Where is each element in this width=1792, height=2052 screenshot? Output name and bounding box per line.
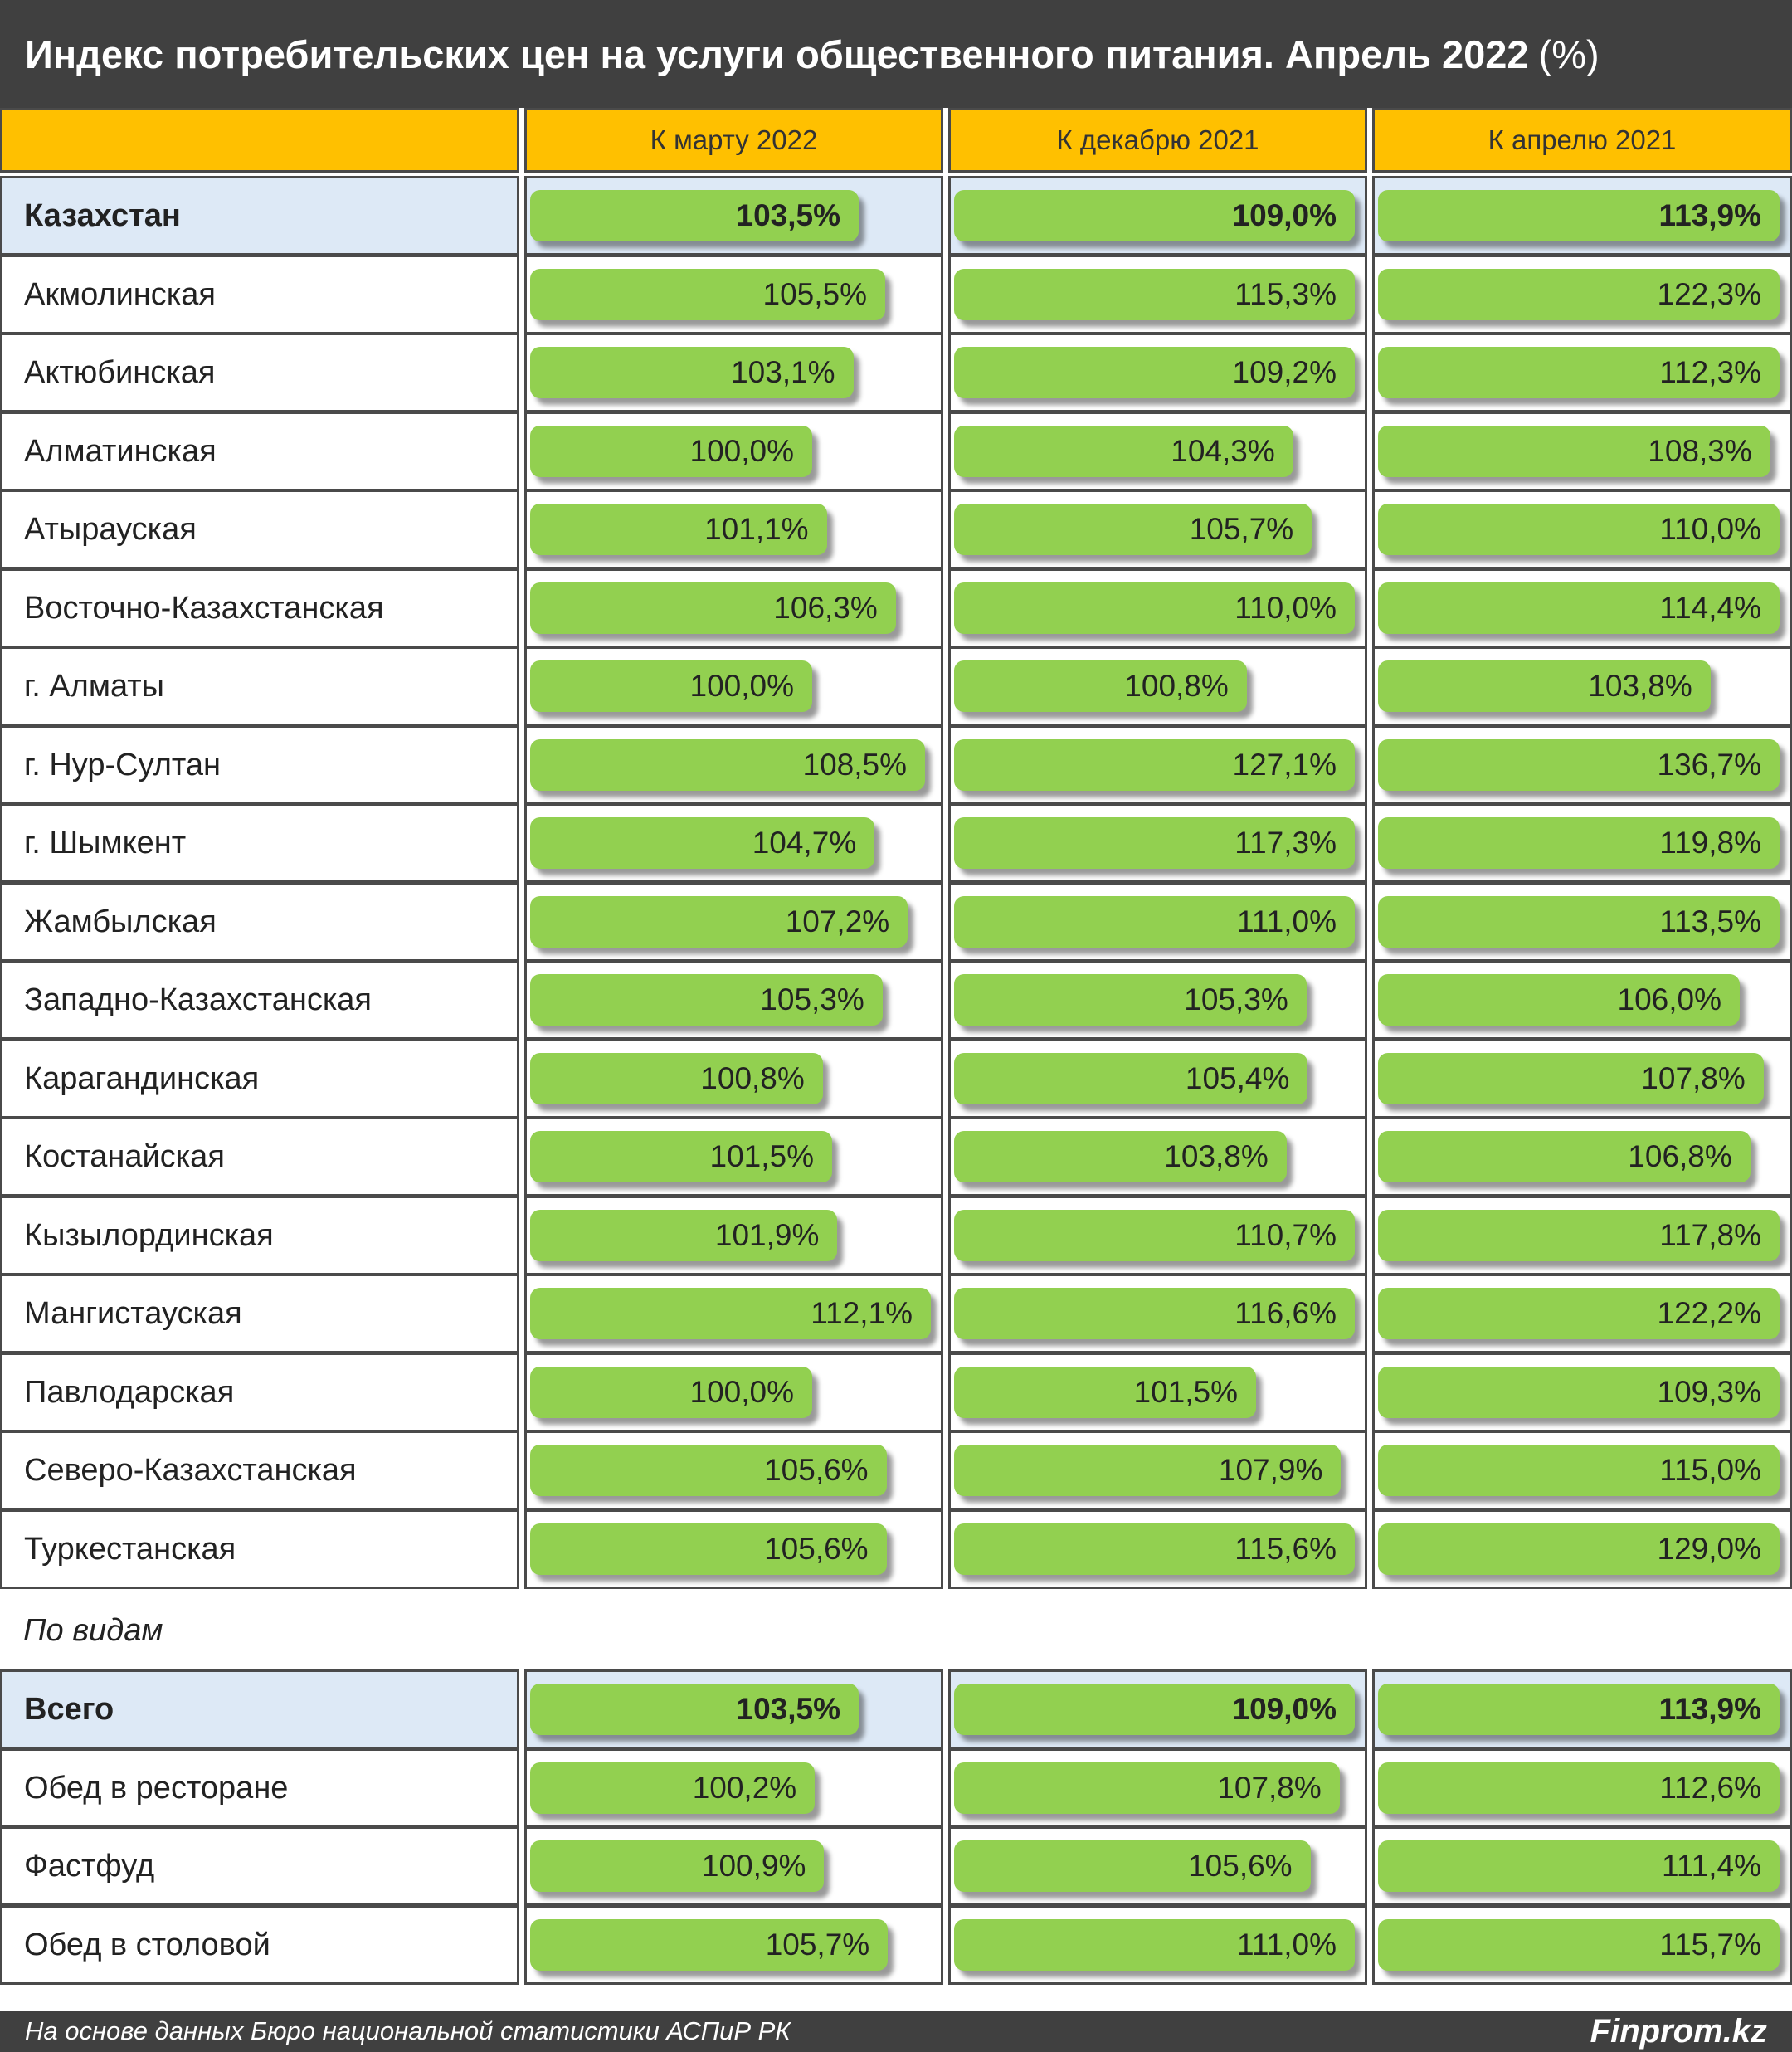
row-label: Мангистауская [24,1295,242,1331]
value-cell [524,1509,943,1589]
header-cell [1372,108,1792,173]
row-label-cell [0,255,519,334]
value-cell [1372,1669,1792,1749]
row-label: Кызылординская [24,1217,274,1253]
row-label-cell [0,1274,519,1353]
value-cell [524,1039,943,1119]
row-label-cell [0,1117,519,1197]
value-cell [1372,1117,1792,1197]
value-cell [948,1826,1367,1906]
data-bar: 110,0% [1378,504,1780,555]
value-cell [948,960,1367,1040]
data-bar: 105,6% [530,1445,887,1496]
data-bar: 107,2% [530,896,908,948]
data-bar: 111,0% [954,896,1355,948]
data-bar: 117,3% [954,817,1355,869]
data-bar: 114,4% [1378,582,1780,634]
value-cell [948,1039,1367,1119]
value-cell [1372,1748,1792,1828]
row-label: Обед в столовой [24,1927,270,1962]
value-cell [524,333,943,412]
footer [0,2011,1792,2052]
data-bar: 103,8% [1378,660,1711,712]
data-bar: 112,6% [1378,1762,1780,1814]
row-label-cell [0,646,519,726]
row-label: Туркестанская [24,1531,236,1567]
data-bar: 100,0% [530,660,812,712]
data-bar: 115,0% [1378,1445,1780,1496]
value-cell [948,803,1367,883]
row-label: Павлодарская [24,1374,235,1410]
value-cell [524,1905,943,1985]
data-bar: 105,6% [954,1840,1311,1892]
data-bar: 100,8% [530,1053,823,1104]
row-label: Обед в ресторане [24,1770,289,1806]
row-label-cell [0,1669,519,1749]
data-bar: 111,4% [1378,1840,1780,1892]
data-bar: 101,5% [530,1131,832,1182]
data-bar: 105,5% [530,269,885,320]
value-cell [524,1274,943,1353]
header-cell [0,108,519,173]
value-cell [948,333,1367,412]
data-bar: 115,7% [1378,1919,1780,1971]
value-cell [524,1826,943,1906]
value-cell [1372,1431,1792,1510]
row-label: Северо-Казахстанская [24,1452,357,1488]
data-bar: 100,0% [530,426,812,477]
value-cell [948,646,1367,726]
value-cell [524,725,943,805]
data-bar: 100,8% [954,660,1247,712]
value-cell [524,255,943,334]
data-bar: 127,1% [954,739,1355,791]
value-cell [524,412,943,491]
value-cell [1372,960,1792,1040]
value-cell [524,1431,943,1510]
data-bar: 105,7% [530,1919,888,1971]
value-cell [1372,255,1792,334]
value-cell [524,176,943,256]
data-bar: 101,9% [530,1210,837,1261]
row-label-cell [0,725,519,805]
value-cell [1372,490,1792,569]
data-bar: 110,7% [954,1210,1355,1261]
value-cell [948,1274,1367,1353]
row-label: г. Нур-Султан [24,747,222,782]
value-cell [948,1353,1367,1432]
data-bar: 101,5% [954,1367,1256,1418]
value-cell [948,882,1367,962]
value-cell [1372,1353,1792,1432]
row-label: Западно-Казахстанская [24,982,372,1017]
row-label: Костанайская [24,1138,225,1174]
footer-source: На основе данных Бюро национальной статистики АСПиР РК [25,2016,791,2045]
data-bar: 109,0% [954,1684,1355,1735]
value-cell [1372,1039,1792,1119]
row-label: Акмолинская [24,276,216,312]
data-bar: 101,1% [530,504,827,555]
value-cell [948,1509,1367,1589]
value-cell [1372,725,1792,805]
value-cell [524,1748,943,1828]
value-cell [948,176,1367,256]
value-cell [1372,333,1792,412]
data-bar: 105,4% [954,1053,1307,1104]
value-cell [524,882,943,962]
value-cell [948,255,1367,334]
data-bar: 104,3% [954,426,1293,477]
value-cell [948,1431,1367,1510]
value-cell [1372,803,1792,883]
data-bar: 109,3% [1378,1367,1780,1418]
data-bar: 107,8% [954,1762,1340,1814]
data-bar: 117,8% [1378,1210,1780,1261]
row-label-cell [0,803,519,883]
data-bar: 129,0% [1378,1523,1780,1575]
data-bar: 122,3% [1378,269,1780,320]
data-bar: 103,5% [530,1684,859,1735]
value-cell [1372,1826,1792,1906]
header-cell [524,108,943,173]
value-cell [948,725,1367,805]
value-cell [1372,1274,1792,1353]
data-bar: 106,0% [1378,974,1740,1026]
data-bar: 103,1% [530,347,854,398]
data-bar: 119,8% [1378,817,1780,869]
row-label-cell [0,1039,519,1119]
value-cell [948,568,1367,648]
row-label: Жамбылская [24,904,217,939]
value-cell [524,490,943,569]
data-bar: 113,5% [1378,896,1780,948]
chart-title-unit: (%) [1538,32,1600,76]
value-cell [1372,882,1792,962]
data-bar: 111,0% [954,1919,1355,1971]
data-bar: 113,9% [1378,190,1780,241]
data-bar: 109,2% [954,347,1355,398]
footer-brand-logo: Finprom.kz [1590,2012,1767,2050]
row-label: Фастфуд [24,1848,155,1884]
value-cell [524,803,943,883]
row-label-cell [0,1196,519,1275]
data-bar: 107,8% [1378,1053,1764,1104]
row-label-cell [0,1905,519,1985]
data-bar: 106,8% [1378,1131,1751,1182]
data-bar: 107,9% [954,1445,1341,1496]
value-cell [524,960,943,1040]
data-bar: 122,2% [1378,1288,1780,1339]
row-label-cell [0,176,519,256]
data-bar: 100,9% [530,1840,824,1892]
column-header [2,110,517,170]
data-bar: 115,3% [954,269,1355,320]
value-cell [524,568,943,648]
row-label: Восточно-Казахстанская [24,590,384,626]
data-bar: 104,7% [530,817,874,869]
value-cell [948,1117,1367,1197]
data-bar: 103,8% [954,1131,1287,1182]
section-label-kinds: По видам [23,1612,163,1648]
row-label: Алматинская [24,433,217,469]
value-cell [524,646,943,726]
data-bar: 116,6% [954,1288,1355,1339]
value-cell [524,1353,943,1432]
data-bar: 115,6% [954,1523,1355,1575]
row-label: Казахстан [24,197,181,233]
value-cell [1372,176,1792,256]
chart-title: Индекс потребительских цен на услуги общественного питания. Апрель 2022 [25,32,1529,76]
row-label-cell [0,1748,519,1828]
data-bar: 136,7% [1378,739,1780,791]
column-header: К марту 2022 [650,124,818,155]
data-bar: 108,3% [1378,426,1770,477]
data-bar: 113,9% [1378,1684,1780,1735]
row-label: г. Алматы [24,668,164,704]
value-cell [948,1748,1367,1828]
data-bar: 105,3% [954,974,1307,1026]
value-cell [948,1905,1367,1985]
data-bar: 112,1% [530,1288,931,1339]
data-bar: 110,0% [954,582,1355,634]
row-label-cell [0,960,519,1040]
value-cell [948,412,1367,491]
data-bar: 100,0% [530,1367,812,1418]
header-cell [948,108,1367,173]
row-label-cell [0,490,519,569]
row-label-cell [0,1353,519,1432]
data-bar: 108,5% [530,739,925,791]
value-cell [948,490,1367,569]
data-bar: 109,0% [954,190,1355,241]
value-cell [1372,568,1792,648]
value-cell [524,1669,943,1749]
row-label: Карагандинская [24,1060,260,1096]
data-bar: 106,3% [530,582,896,634]
row-label-cell [0,1826,519,1906]
row-label-cell [0,412,519,491]
value-cell [524,1117,943,1197]
value-cell [1372,412,1792,491]
value-cell [948,1669,1367,1749]
data-bar: 112,3% [1378,347,1780,398]
row-label-cell [0,882,519,962]
value-cell [524,1196,943,1275]
data-bar: 105,3% [530,974,883,1026]
data-bar: 100,2% [530,1762,815,1814]
row-label-cell [0,1509,519,1589]
data-bar: 105,7% [954,504,1312,555]
column-header: К апрелю 2021 [1488,124,1677,155]
row-label-cell [0,333,519,412]
row-label: Актюбинская [24,354,216,390]
value-cell [1372,646,1792,726]
value-cell [1372,1196,1792,1275]
chart-title-bar [0,0,1792,108]
value-cell [1372,1905,1792,1985]
row-label: г. Шымкент [24,825,187,860]
value-cell [948,1196,1367,1275]
data-bar: 103,5% [530,190,859,241]
row-label-cell [0,1431,519,1510]
row-label-cell [0,568,519,648]
column-header: К декабрю 2021 [1056,124,1259,155]
row-label: Всего [24,1691,114,1727]
value-cell [1372,1509,1792,1589]
data-bar: 105,6% [530,1523,887,1575]
row-label: Атырауская [24,511,197,547]
